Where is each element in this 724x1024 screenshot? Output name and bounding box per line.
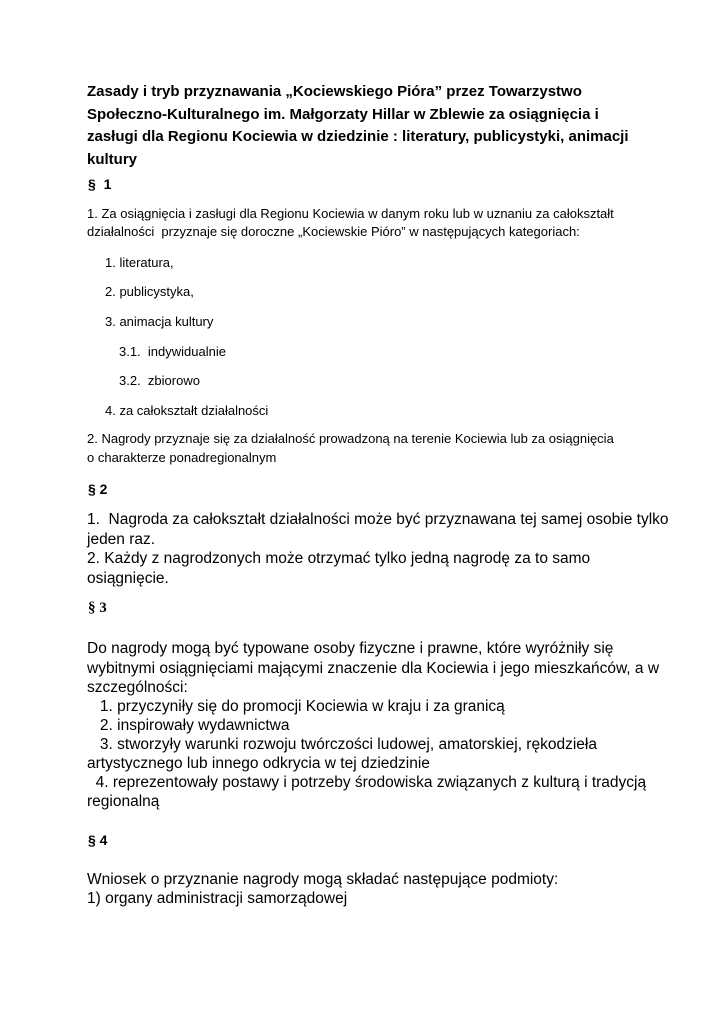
section-1-paragraph-1-line-2: działalności przyznaje się doroczne „Kociewskie Pióro” w następujących kategoriach:: [87, 224, 580, 239]
section-1-paragraph-2-line-2: o charakterze ponadregionalnym: [87, 450, 277, 465]
section-3-line: Do nagrody mogą być typowane osoby fizyczne i prawne, które wyróżniły się: [87, 640, 614, 657]
section-2-line: jeden raz.: [87, 531, 156, 548]
section-2-line: 2. Każdy z nagrodzonych może otrzymać tylko jedną nagrodę za to samo: [87, 550, 591, 567]
section-3-line: regionalną: [87, 793, 160, 810]
section-1-paragraph-2-line-1: 2. Nagrody przyznaje się za działalność prowadzoną na terenie Kociewia lub za osiągnięcia: [87, 431, 614, 446]
section-1-paragraph-1-line-1: 1. Za osiągnięcia i zasługi dla Regionu Kociewia w danym roku lub w uznaniu za całokształt: [87, 206, 614, 221]
section-3-line: 1. przyczyniły się do promocji Kociewia w kraju i za granicą: [87, 698, 505, 715]
section-3-line: 3. stworzyły warunki rozwoju twórczości ludowej, amatorskiej, rękodzieła: [87, 736, 597, 753]
category-item: 2. publicystyka,: [105, 284, 194, 299]
category-subitem: 3.2. zbiorowo: [119, 373, 200, 388]
document-title: Zasady i tryb przyznawania „Kociewskiego Pióra” przez Towarzystwo Społeczno-Kulturalnego im. Małgorzaty Hillar w Zblewie za osiągnięcia i zasługi dla Regionu Kociewia w dziedzinie : literatury, publicystyki, animacji kultury: [87, 83, 629, 168]
section-2-line: 1. Nagroda za całokształt działalności może być przyznawana tej samej osobie tylko: [87, 511, 669, 528]
section-4-line: Wniosek o przyznanie nagrody mogą składać następujące podmioty:: [87, 871, 559, 888]
section-4-heading: § 4: [88, 832, 108, 848]
category-item: 4. za całokształt działalności: [105, 403, 269, 418]
section-1-heading: § 1: [88, 176, 112, 192]
section-2-line: osiągnięcie.: [87, 570, 169, 587]
category-subitem: 3.1. indywidualnie: [119, 344, 226, 359]
category-item: 3. animacja kultury: [105, 314, 214, 329]
section-3-line: szczególności:: [87, 679, 188, 696]
section-3-line: artystycznego lub innego odkrycia w tej dziedzinie: [87, 755, 430, 772]
section-3-line: wybitnymi osiągnięciami mającymi znaczenie dla Kociewia i jego mieszkańców, a w: [87, 660, 660, 677]
section-4-line: 1) organy administracji samorządowej: [87, 890, 348, 907]
section-3-line: 4. reprezentowały postawy i potrzeby środowiska związanych z kulturą i tradycją: [87, 774, 647, 791]
section-2-heading: § 2: [88, 481, 108, 497]
section-3-heading: § 3: [88, 600, 107, 616]
section-3-line: 2. inspirowały wydawnictwa: [87, 717, 290, 734]
category-item: 1. literatura,: [105, 255, 174, 270]
